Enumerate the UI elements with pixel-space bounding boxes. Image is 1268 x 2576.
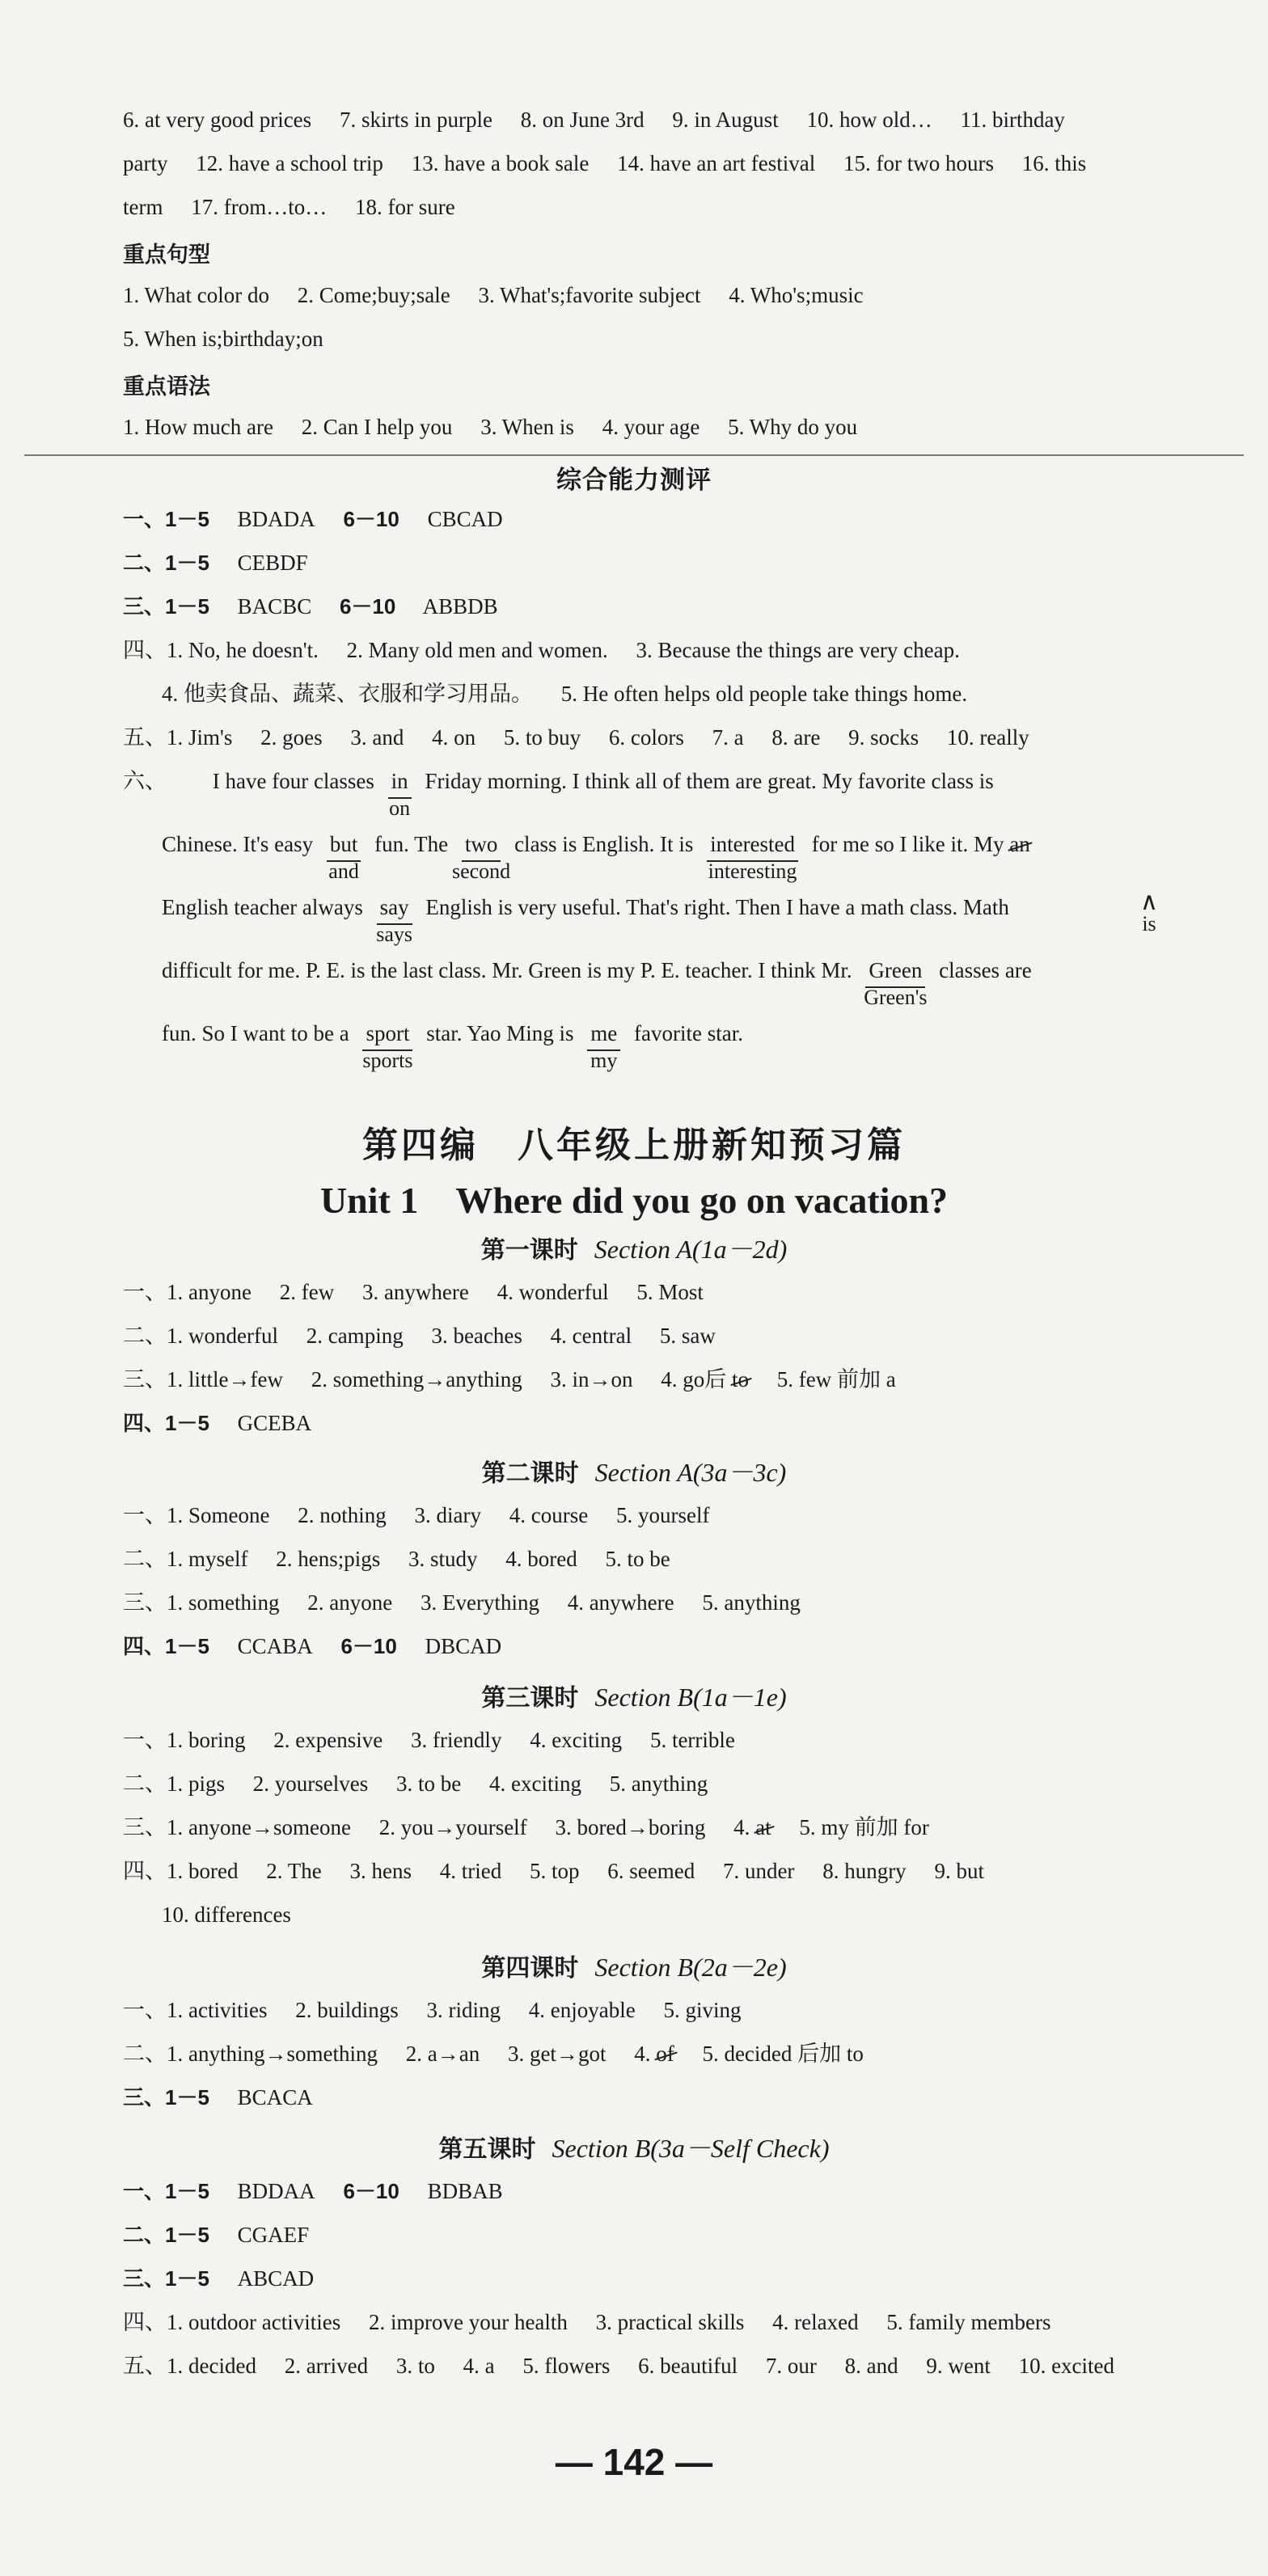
answer-line: 一、1. Someone 2. nothing 3. diary 4. course 5. yourself [123, 1503, 710, 1527]
answer-line: 一、1. activities 2. buildings 3. riding 4. enjoyable 5. giving [123, 1998, 742, 2022]
answer-line: 四、1－5 CCABA 6－10 DBCAD [123, 1634, 502, 1658]
answer-line: 四、1. No, he doesn't. 2. Many old men and women. 3. Because the things are very cheap. [123, 638, 960, 662]
answer-line: 二、1－5 CGAEF [123, 2223, 310, 2247]
lesson-title: 第二课时 Section A(3a－3c) [481, 1458, 787, 1488]
answer-line: 一、1－5 BDDAA 6－10 BDBAB [123, 2179, 503, 2203]
answer-line: 一、1. boring 2. expensive 3. friendly 4. exciting 5. terrible [123, 1728, 735, 1752]
answer-line: 三、1. little→few 2. something→anything 3. in→on 4. go后 to 5. few 前加 a [123, 1363, 1171, 1396]
lesson-title: 第五课时 Section B(3a－Self Check) [438, 2134, 830, 2164]
passage-line: difficult for me. P. E. is the last class. Mr. Green is my P. E. teacher. I think Mr. Green Green's classes are [162, 954, 1171, 988]
insertion-mark: ∧ is [1140, 889, 1158, 935]
lesson-title: 第一课时 Section A(1a－2d) [480, 1235, 788, 1265]
answer-line: 五、1. decided 2. arrived 3. to 4. a 5. flowers 6. beautiful 7. our 8. and 9. went 10. excited [123, 2354, 1115, 2378]
lesson-title: 第三课时 Section B(1a－1e) [481, 1683, 787, 1712]
answer-line: 三、1－5 BCACA [123, 2085, 313, 2109]
answer-line: 4. 他卖食品、蔬菜、衣服和学习用品。 5. He often helps old people take things home. [162, 682, 968, 706]
answer-line: 三、1. something 2. anyone 3. Everything 4. anywhere 5. anything [123, 1590, 801, 1615]
answer-line: 二、1－5 CEBDF [123, 551, 308, 575]
answer-line: 三、1－5 ABCAD [123, 2266, 315, 2291]
answer-line: 四、1. bored 2. The 3. hens 4. tried 5. top 6. seemed 7. under 8. hungry 9. but [123, 1859, 984, 1883]
correction: $\frac{me}{my}$ [587, 1017, 620, 1051]
answer-line: 二、1. anything→something 2. a→an 3. get→got 4. of 5. decided 后加 to [123, 2038, 1171, 2070]
answer-line: 10. differences [162, 1902, 291, 1927]
correction: $\frac{in}{on}$ [388, 765, 412, 799]
answer-line: 五、1. Jim's 2. goes 3. and 4. on 5. to buy 6. colors 7. a 8. are 9. socks 10. really [123, 725, 1029, 750]
answer-line: 二、1. pigs 2. yourselves 3. to be 4. exciting 5. anything [123, 1772, 708, 1796]
answer-line: 四、1－5 GCEBA [123, 1411, 312, 1435]
unit-title: Unit 1 Where did you go on vacation? [319, 1180, 949, 1221]
passage-line: 六、 I have four classes $\frac{in}{on}$ Friday morning. I think all of them are great. My favorite class is [123, 765, 1171, 799]
section-divider [24, 454, 1244, 456]
answer-line: 三、1－5 BACBC 6－10 ABBDB [123, 594, 498, 619]
passage-line: English teacher always say says English is very useful. That's right. Then I have a math class. Math [162, 891, 1171, 925]
answer-line: 5. When is;birthday;on [123, 327, 323, 351]
key-grammar-heading: 重点语法 [123, 374, 210, 399]
deleted-word: of [656, 2038, 674, 2070]
correction: say says [377, 891, 412, 925]
answer-line: 一、1. anyone 2. few 3. anywhere 4. wonderful 5. Most [123, 1280, 704, 1304]
answer-line: term 17. from…to… 18. for sure [123, 195, 455, 219]
correction: Green Green's [865, 954, 925, 988]
answer-line: 三、1. anyone→someone 2. you→yourself 3. bored→boring 4. at 5. my 前加 for [123, 1811, 1171, 1843]
passage-line: fun. So I want to be a sport sports star. Yao Ming is $\frac{me}{my}$ favorite star. [162, 1017, 1171, 1051]
key-sentences-heading: 重点句型 [123, 243, 210, 268]
answer-line: 四、1. outdoor activities 2. improve your health 3. practical skills 4. relaxed 5. family members [123, 2310, 1051, 2334]
correction: but and [327, 828, 361, 862]
part-title: 第四编 八年级上册新知预习篇 [362, 1125, 906, 1166]
page-number: — 142 — [555, 2441, 713, 2483]
deleted-word: an [1009, 828, 1029, 860]
answer-line: 1. What color do 2. Come;buy;sale 3. What's;favorite subject 4. Who's;music [123, 283, 864, 307]
lesson-title: 第四课时 Section B(2a－2e) [481, 1953, 787, 1983]
correction: two second [462, 828, 501, 862]
deleted-word: to [732, 1363, 749, 1396]
answer-line: 一、1－5 BDADA 6－10 CBCAD [123, 507, 503, 531]
correction: interested interesting [707, 828, 798, 862]
deleted-word: at [755, 1811, 771, 1843]
answer-line: 二、1. myself 2. hens;pigs 3. study 4. bored 5. to be [123, 1547, 670, 1571]
answer-line: party 12. have a school trip 13. have a book sale 14. have an art festival 15. for two hours 16. this [123, 151, 1087, 175]
comprehensive-title: 综合能力测评 [556, 466, 712, 495]
answer-line: 二、1. wonderful 2. camping 3. beaches 4. central 5. saw [123, 1324, 716, 1348]
answer-line: 6. at very good prices 7. skirts in purple 8. on June 3rd 9. in August 10. how old… 11. birthday [123, 108, 1065, 132]
passage-line: Chinese. It's easy but and fun. The two second class is English. It is interested interesting for me so I like it. My an [162, 828, 1171, 862]
correction: sport sports [362, 1017, 412, 1051]
answer-line: 1. How much are 2. Can I help you 3. When is 4. your age 5. Why do you [123, 415, 858, 439]
